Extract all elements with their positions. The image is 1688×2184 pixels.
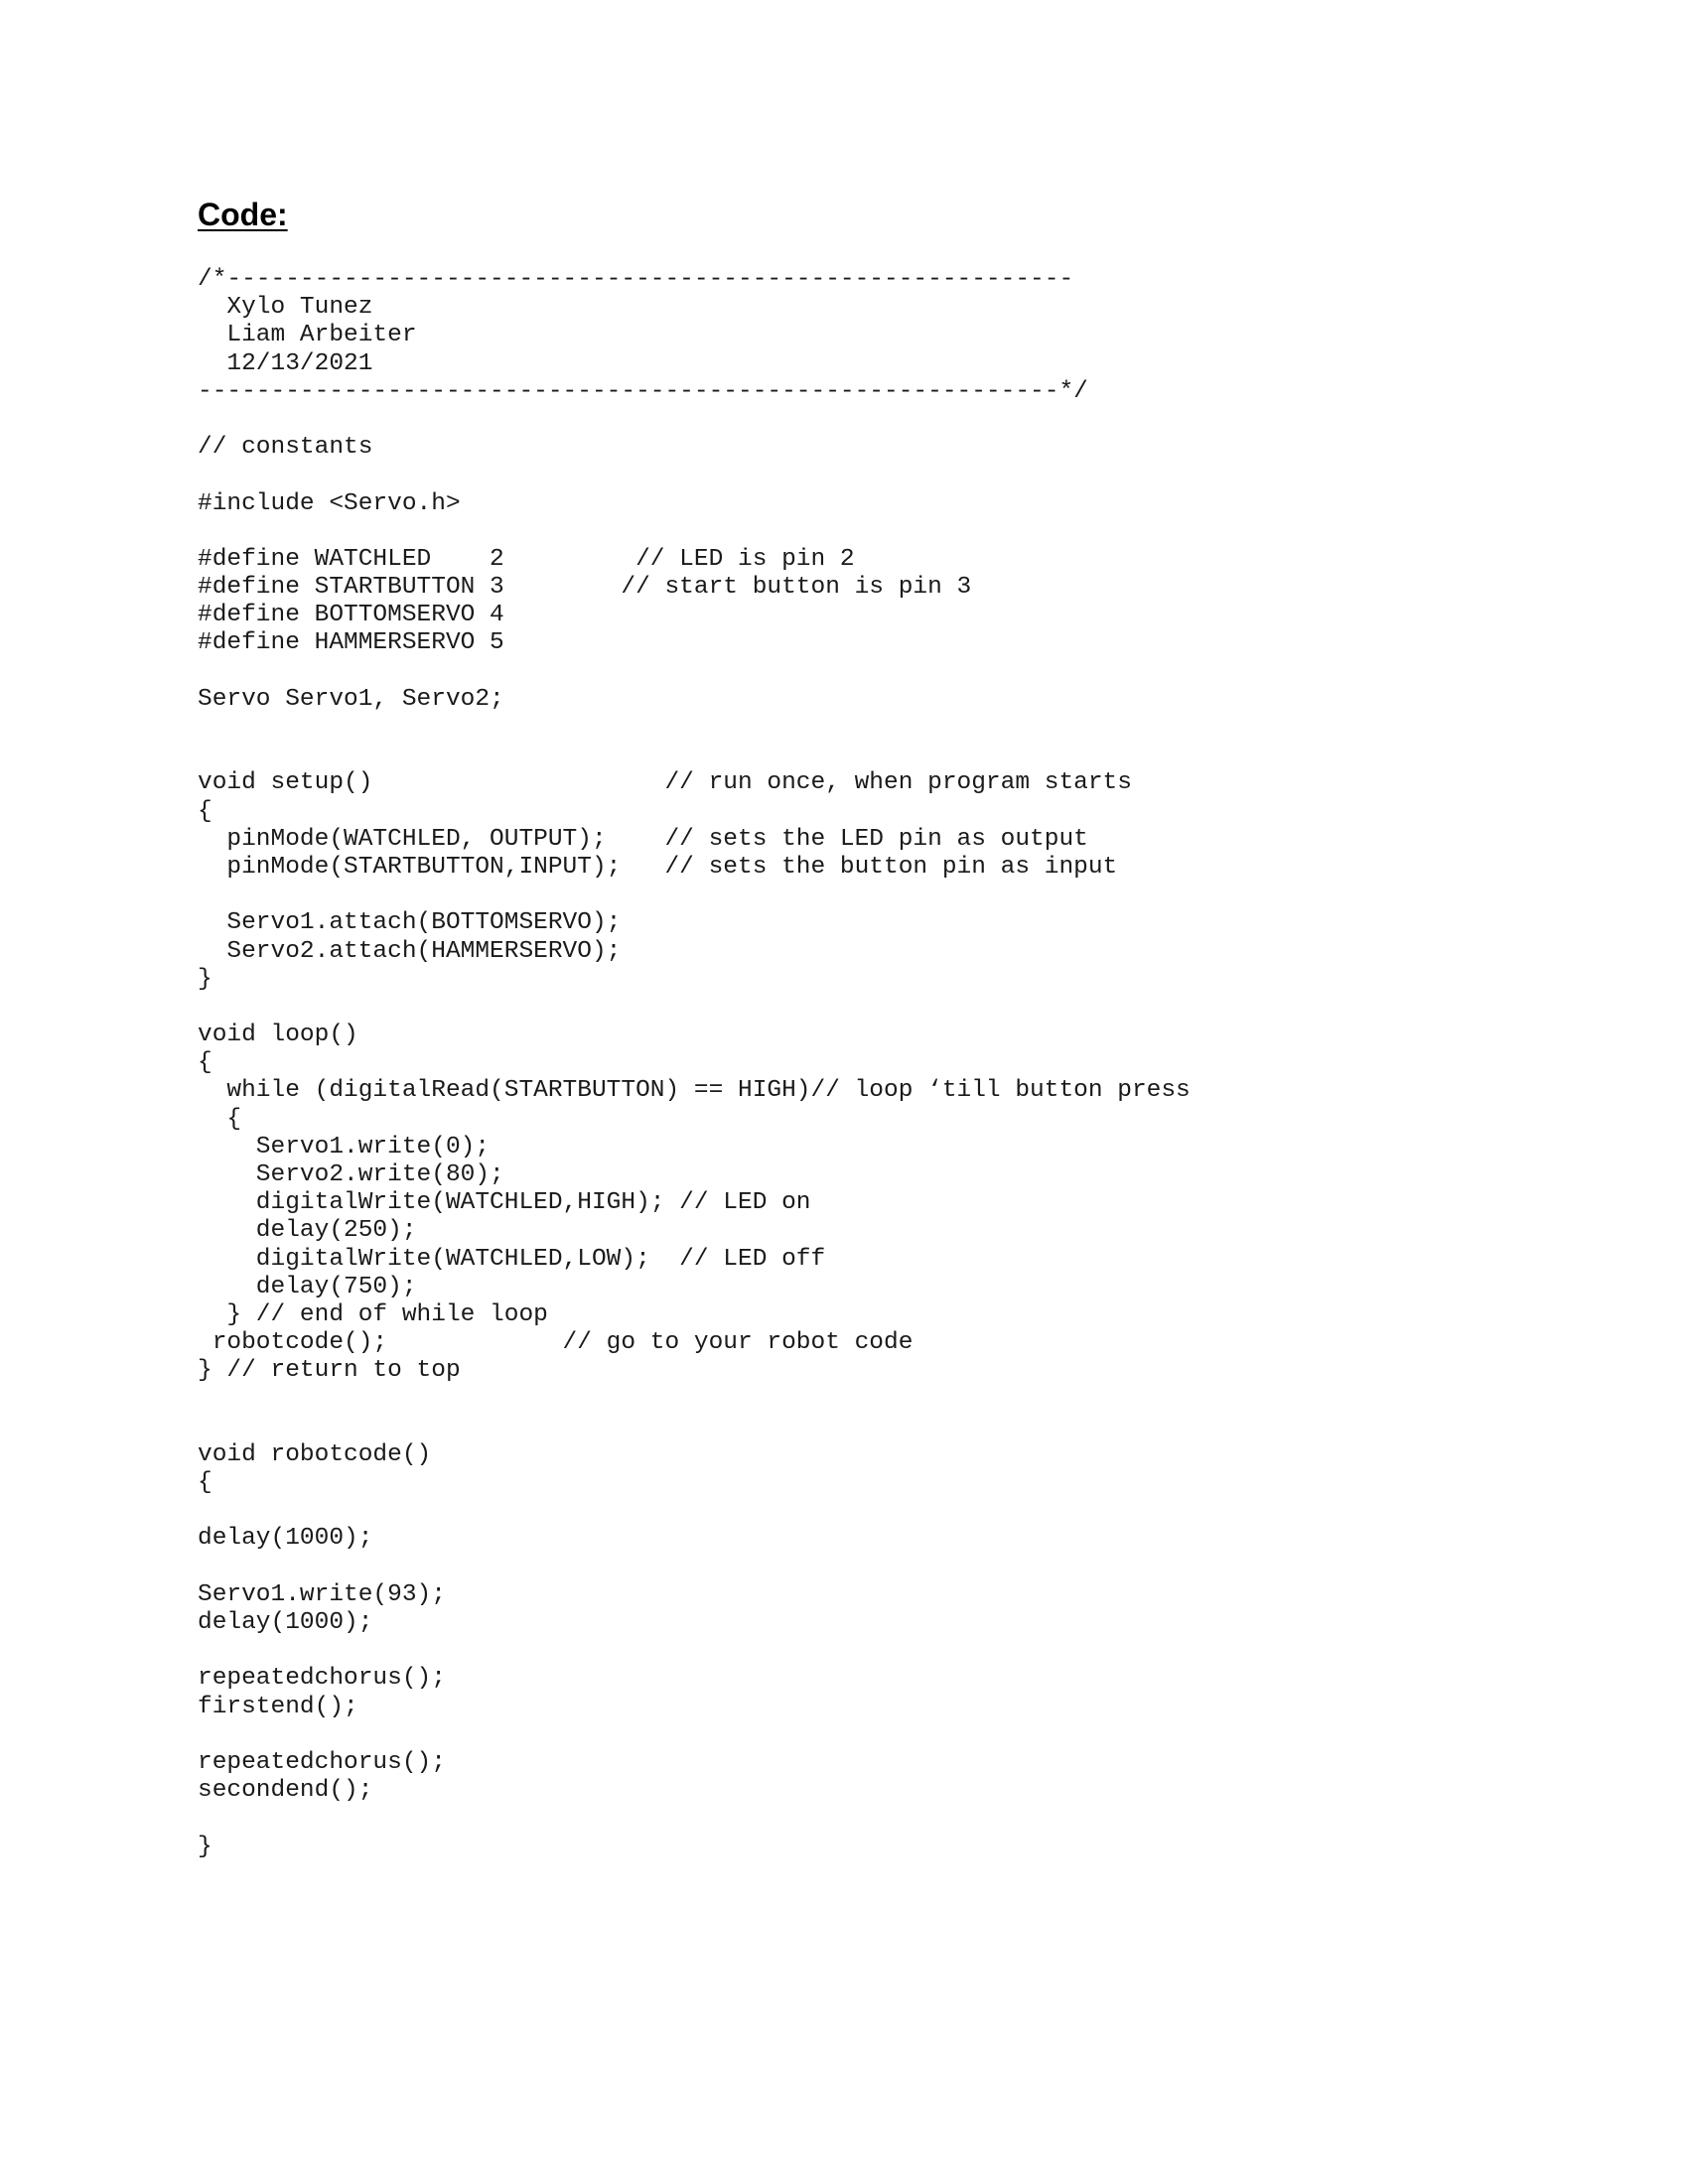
code-line: delay(1000);	[198, 1525, 373, 1553]
code-line: -----------------------------------------------------------*/	[198, 377, 1088, 405]
code-line: void loop()	[198, 1022, 358, 1049]
code-line	[198, 1721, 1588, 1749]
code-line: {	[198, 1469, 212, 1497]
code-line: pinMode(STARTBUTTON,INPUT); // sets the button pin as input	[198, 853, 1118, 881]
code-line: pinMode(WATCHLED, OUTPUT); // sets the LED pin as output	[198, 825, 1088, 853]
code-line	[198, 742, 1588, 769]
code-line: #define WATCHLED 2 // LED is pin 2	[198, 545, 855, 573]
code-line: #define BOTTOMSERVO 4	[198, 602, 504, 629]
code-line: Servo Servo1, Servo2;	[198, 685, 504, 713]
code-line	[198, 1554, 1588, 1581]
code-line: } // end of while loop	[198, 1300, 548, 1328]
code-line: delay(750);	[198, 1273, 417, 1300]
code-line: void setup() // run once, when program starts	[198, 769, 1132, 797]
code-line: delay(250);	[198, 1217, 417, 1245]
code-line: /*----------------------------------------------------------	[198, 266, 1074, 293]
code-line	[198, 462, 1588, 489]
code-line: Servo1.write(93);	[198, 1580, 446, 1608]
code-line	[198, 714, 1588, 742]
code-line: digitalWrite(WATCHLED,LOW); // LED off	[198, 1245, 826, 1273]
code-line	[198, 994, 1588, 1022]
code-line: secondend();	[198, 1777, 373, 1805]
section-heading: Code:	[198, 197, 288, 232]
code-listing	[198, 266, 1588, 1861]
code-line	[198, 882, 1588, 909]
code-line: delay(1000);	[198, 1609, 373, 1636]
code-line	[198, 1497, 1588, 1525]
code-line: #include <Servo.h>	[198, 489, 461, 517]
code-line: {	[198, 1105, 242, 1133]
code-line: #define HAMMERSERVO 5	[198, 629, 504, 657]
code-line: Servo1.attach(BOTTOMSERVO);	[198, 909, 622, 937]
code-line: digitalWrite(WATCHLED,HIGH); // LED on	[198, 1189, 811, 1217]
code-line: repeatedchorus();	[198, 1748, 446, 1776]
code-line: Servo2.attach(HAMMERSERVO);	[198, 937, 622, 965]
code-line: while (digitalRead(STARTBUTTON) == HIGH)// loop ‘till button press	[198, 1077, 1191, 1105]
code-line	[198, 1637, 1588, 1665]
code-line: Liam Arbeiter	[198, 322, 417, 349]
code-line: Xylo Tunez	[198, 294, 373, 322]
code-line: // constants	[198, 434, 373, 462]
code-line	[198, 658, 1588, 686]
code-line	[198, 1414, 1588, 1441]
code-line: robotcode(); // go to your robot code	[198, 1329, 914, 1357]
code-line	[198, 406, 1588, 434]
code-line: }	[198, 1833, 212, 1860]
code-line: } // return to top	[198, 1357, 461, 1385]
code-line: firstend();	[198, 1693, 358, 1720]
code-line: #define STARTBUTTON 3 // start button is pin 3	[198, 574, 972, 602]
code-line	[198, 518, 1588, 546]
code-line: 12/13/2021	[198, 349, 373, 377]
code-line: }	[198, 965, 212, 993]
code-line	[198, 1805, 1588, 1833]
code-line	[198, 1386, 1588, 1414]
code-line: {	[198, 797, 212, 825]
code-line: {	[198, 1049, 212, 1077]
code-line: repeatedchorus();	[198, 1665, 446, 1693]
code-line: Servo2.write(80);	[198, 1161, 504, 1188]
code-line: Servo1.write(0);	[198, 1133, 491, 1160]
code-line: void robotcode()	[198, 1440, 432, 1468]
